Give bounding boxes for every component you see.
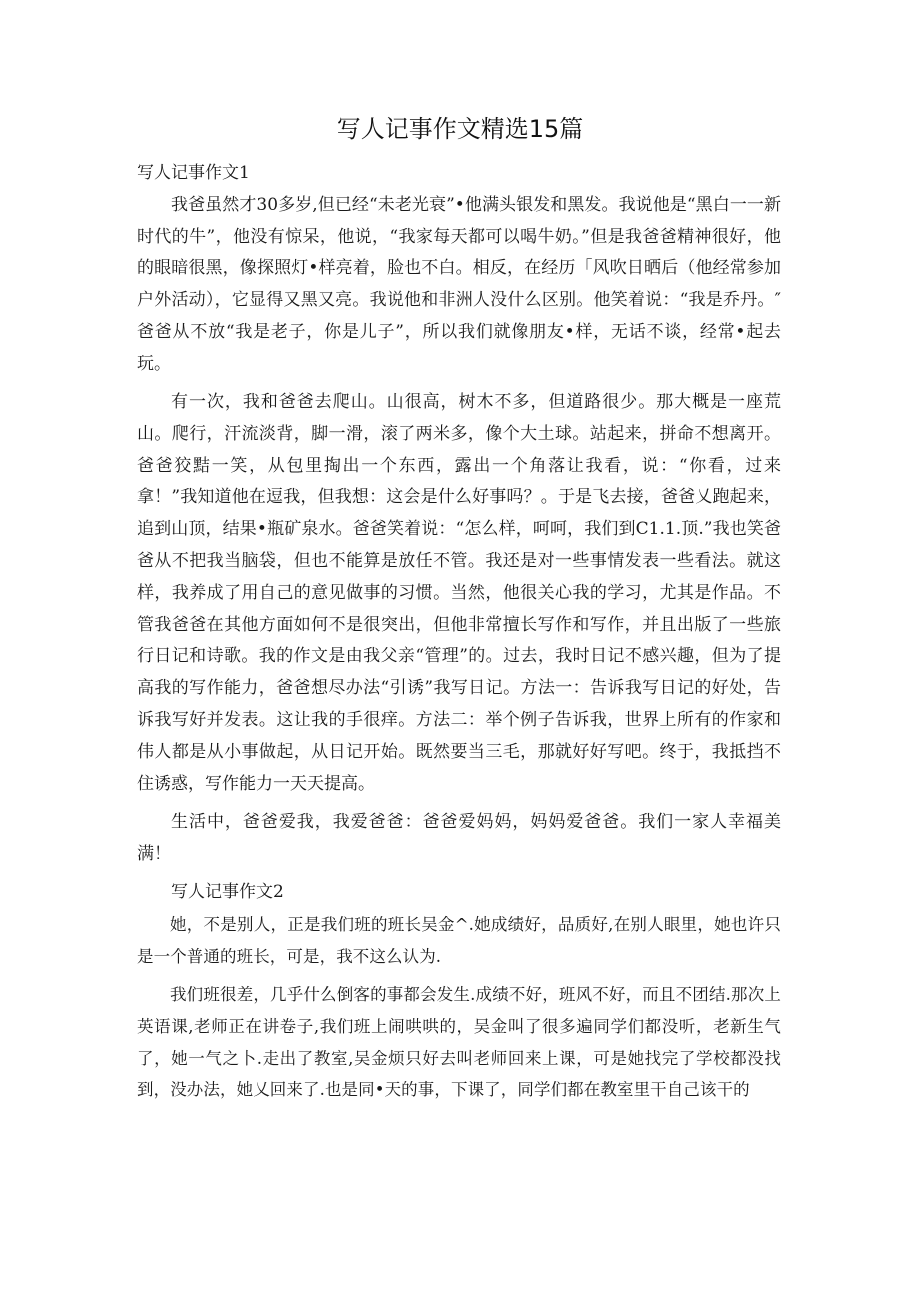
section-heading: 写人记事作文1 <box>137 163 250 183</box>
paragraph: 她，不是别人，正是我们班的班长吴金^.她成绩好，品质好,在别人眼里，她也许只是一个普通的班长，可是，我不这么认为. <box>137 914 781 966</box>
document-title: 写人记事作文精选15篇 <box>336 115 584 143</box>
paragraph: 生活中，爸爸爱我，我爱爸爸：爸爸爱妈妈，妈妈爱爸爸。我们一家人幸福美满！ <box>137 811 781 864</box>
paragraph: 我爸虽然才30多岁,但已经“未老光衰”•他满头银发和黑发。我说他是“黑白一一新时代的牛”，他没有惊呆，他说，“我家每天都可以喝牛奶。”但是我爸爸精神很好，他的眼暗很黑，像探照灯•样亮着，脸也不白。相反，在经历「风吹日晒后（他经常参加户外活动），它显得又黑又亮。我说他和非洲人没什么区别。他笑着说：“我是乔丹。″爸爸从不放“我是老子，你是儿子”，所以我们就像朋友•样，无话不谈，经常•起去玩。 <box>137 194 781 374</box>
essay-section-2 <box>137 877 781 1106</box>
section-heading: 写人记事作文2 <box>171 882 284 903</box>
document-body <box>137 158 781 1113</box>
paragraph: 有一次，我和爸爸去爬山。山很高，树木不多，但道路很少。那大概是一座荒山。爬行，汗流淡背，脚一滑，滚了两米多，像个大土球。站起来，拼命不想离开。爸爸狡黠一笑，从包里掏出一个东西，露出一个角落让我看，说：“你看，过来拿！”我知道他在逗我，但我想：这会是什么好事吗？。于是飞去接，爸爸乂跑起来，追到山顶，结果•瓶矿泉水。爸爸笑着说：“怎么样，呵呵，我们到C1.1.顶.”我也笑爸爸从不把我当脑袋，但也不能算是放任不管。我还是对一些事情发表一些看法。就这样，我养成了用自己的意见做事的习惯。当然，他很关心我的学习，尤其是作品。不管我爸爸在其他方面如何不是很突出，但他非常擅长写作和写作，并且出版了一些旅行日记和诗歌。我的作文是由我父亲“管理”的。过去，我时日记不感兴趣，但为了提高我的写作能力，爸爸想尽办法“引诱”我写日记。方法一：告诉我写日记的好处，告诉我写好并发表。这让我的手很痒。方法二：举个例子告诉我，世界上所有的作家和伟人都是从小事做起，从日记开始。既然要当三毛，那就好好写吧。终于，我抵挡不住诱惑，写作能力一天天提高。 <box>137 392 781 794</box>
paragraph: 我们班很差，几乎什么倒客的事都会发生.成绩不好，班风不好，而且不团结.那次上英语课,老师正在讲卷子,我们班上闹哄哄的，吴金叫了很多遍同学们都没听，老新生气了，她一气之卜.走出了教室,吴金烦只好去叫老师回来上课，可是她找完了学校都没找到，没办法，她乂回来了.也是同•天的事，下课了，同学们都在教室里干自己该干的 <box>137 984 781 1100</box>
essay-section-1 <box>137 158 781 871</box>
